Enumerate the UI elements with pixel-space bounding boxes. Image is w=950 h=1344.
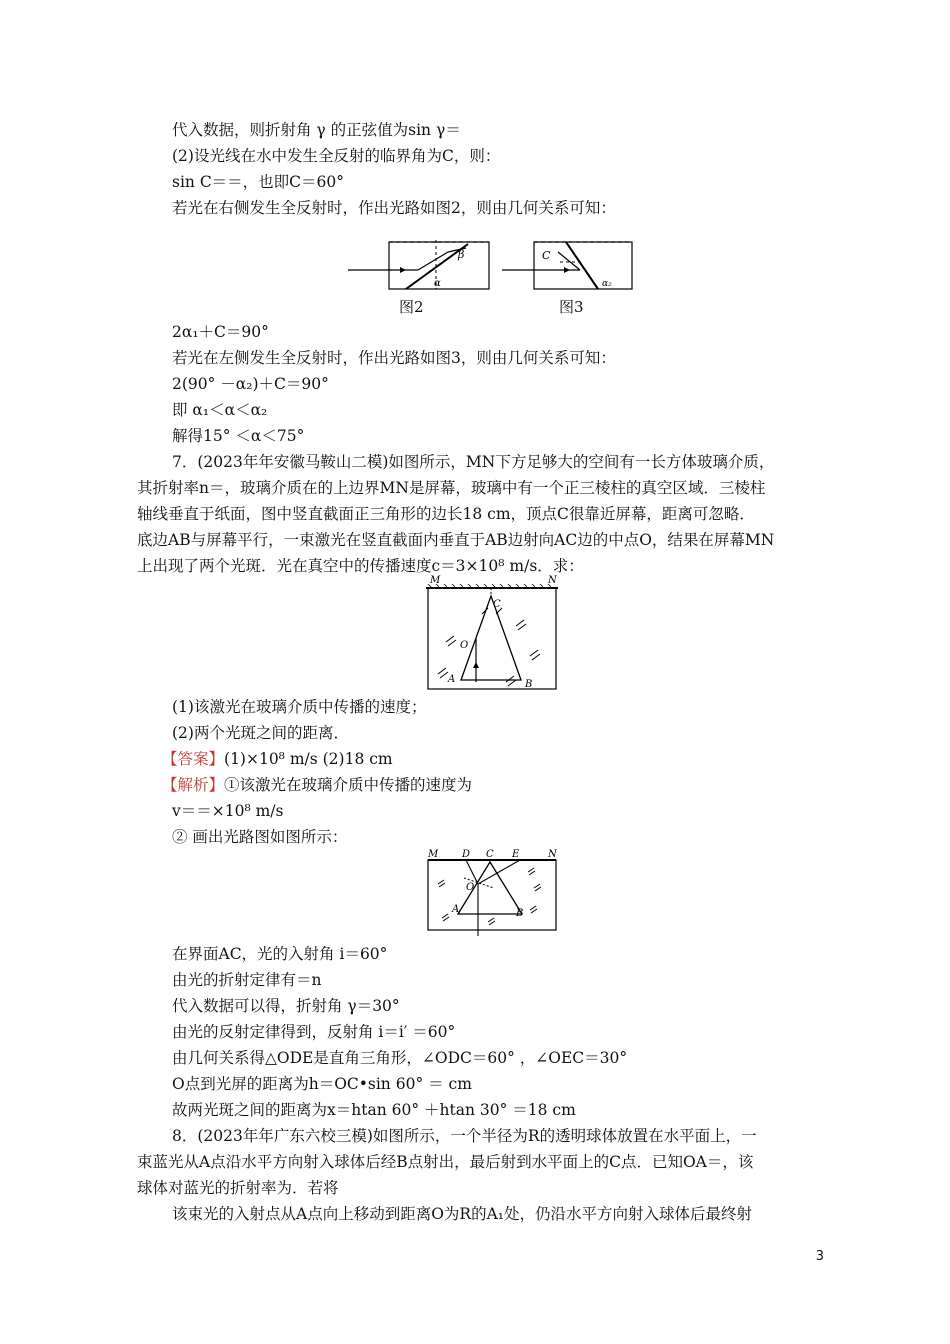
page-number: 3 [815,1249,824,1264]
text-line: 代入数据可以得，折射角 γ＝30° [172,997,400,1015]
q7-label-o: O [460,640,469,651]
q7-label-a: A [448,674,456,685]
fig3-c-label: C [542,249,551,262]
figure-3-caption: 图3 [559,298,584,316]
q7-label-b: B [525,679,533,690]
q7-label-c: C [493,599,501,610]
light-path-diagram [424,848,560,940]
text-line: v＝＝×10⁸ m/s [172,802,284,820]
text-line: 由光的反射定律得到，反射角 i＝i′ ＝60° [172,1023,456,1041]
fig2-beta-label: β [458,248,465,261]
figure-2-caption: 图2 [399,298,424,316]
question-7-text: 轴线垂直于纸面，图中竖直截面正三角形的边长18 cm，顶点C很靠近屏幕，距离可忽略． [137,505,755,523]
path-label-a: A [452,904,460,915]
text-line: O点到光屏的距离为h＝OC•sin 60° ＝ cm [172,1075,472,1093]
question-8-text: 该束光的入射点从A点向上移动到距离O为R的A₁处，仍沿水平方向射入球体后最终射 [172,1205,752,1223]
answer-line [162,748,393,770]
path-label-m: M [428,849,439,860]
path-label-e: E [512,849,520,860]
answer-tag: 【答案】 [162,750,225,768]
question-8-text: 球体对蓝光的折射率为．若将 [137,1179,339,1197]
text-line: 即 α₁＜α＜α₂ [172,401,268,419]
text-line: 若光在左侧发生全反射时，作出光路如图3，则由几何关系可知： [172,349,616,367]
subquestion-2: (2)两个光斑之间的距离． [172,724,349,742]
answer-text: (1)×10⁸ m/s (2)18 cm [224,750,393,768]
question-8-text: 8．(2023年年广东六校三模)如图所示，一个半径为R的透明球体放置在水平面上，一 [172,1127,757,1145]
q7-label-m: M [430,575,441,586]
figure-2-diagram [348,232,493,294]
path-label-n: N [548,849,557,860]
subquestion-1: (1)该激光在玻璃介质中传播的速度； [172,698,427,716]
path-label-b: B [516,908,524,919]
path-label-d: D [462,849,471,860]
fig3-alpha2-label: α₂ [602,279,612,289]
text-line: 故两光斑之间的距离为x＝htan 60° ＋htan 30° ＝18 cm [172,1101,576,1119]
text-line: 在界面AC，光的入射角 i＝60° [172,945,388,963]
fig2-alpha-label: α [434,278,441,289]
analysis-line [162,774,472,796]
path-label-c: C [486,849,494,860]
text-line: 2α₁＋C＝90° [172,323,269,341]
text-line: (2)设光线在水中发生全反射的临界角为C，则： [172,147,501,165]
text-line: 由几何关系得△ODE是直角三角形，∠ODC＝60° ，∠OEC＝30° [172,1049,628,1067]
question-7-text: 底边AB与屏幕平行，一束激光在竖直截面内垂直于AB边射向AC边的中点O，结果在屏幕MN [137,531,775,549]
question-7-prism-diagram [424,574,560,692]
text-line: ② 画出光路图如图所示： [172,828,348,846]
figure-3-diagram [502,232,637,294]
text-line: 解得15° ＜α＜75° [172,427,305,445]
question-7-text: 其折射率n＝，玻璃介质在的上边界MN是屏幕，玻璃中有一个正三棱柱的真空区域．三棱柱 [137,479,766,497]
text-line: 代入数据，则折射角 γ 的正弦值为sin γ＝ [172,121,461,139]
question-7-text: 7．(2023年年安徽马鞍山二模)如图所示，MN下方足够大的空间有一长方体玻璃介质， [172,453,775,471]
question-8-text: 束蓝光从A点沿水平方向射入球体后经B点射出，最后射到水平面上的C点．已知OA＝，该 [137,1153,754,1171]
path-label-o: O [466,882,475,893]
question-7-text: 上出现了两个光斑．光在真空中的传播速度c＝3×10⁸ m/s．求： [137,557,584,575]
text-line: sin C＝＝，也即C＝60° [172,173,345,191]
text-line: 若光在右侧发生全反射时，作出光路如图2，则由几何关系可知： [172,199,616,217]
q7-label-n: N [548,575,557,586]
analysis-tag: 【解析】 [162,776,225,794]
text-line: 由光的折射定律有＝n [172,971,322,989]
analysis-text: ①该激光在玻璃介质中传播的速度为 [224,776,473,794]
text-line: 2(90° －α₂)＋C＝90° [172,375,329,393]
